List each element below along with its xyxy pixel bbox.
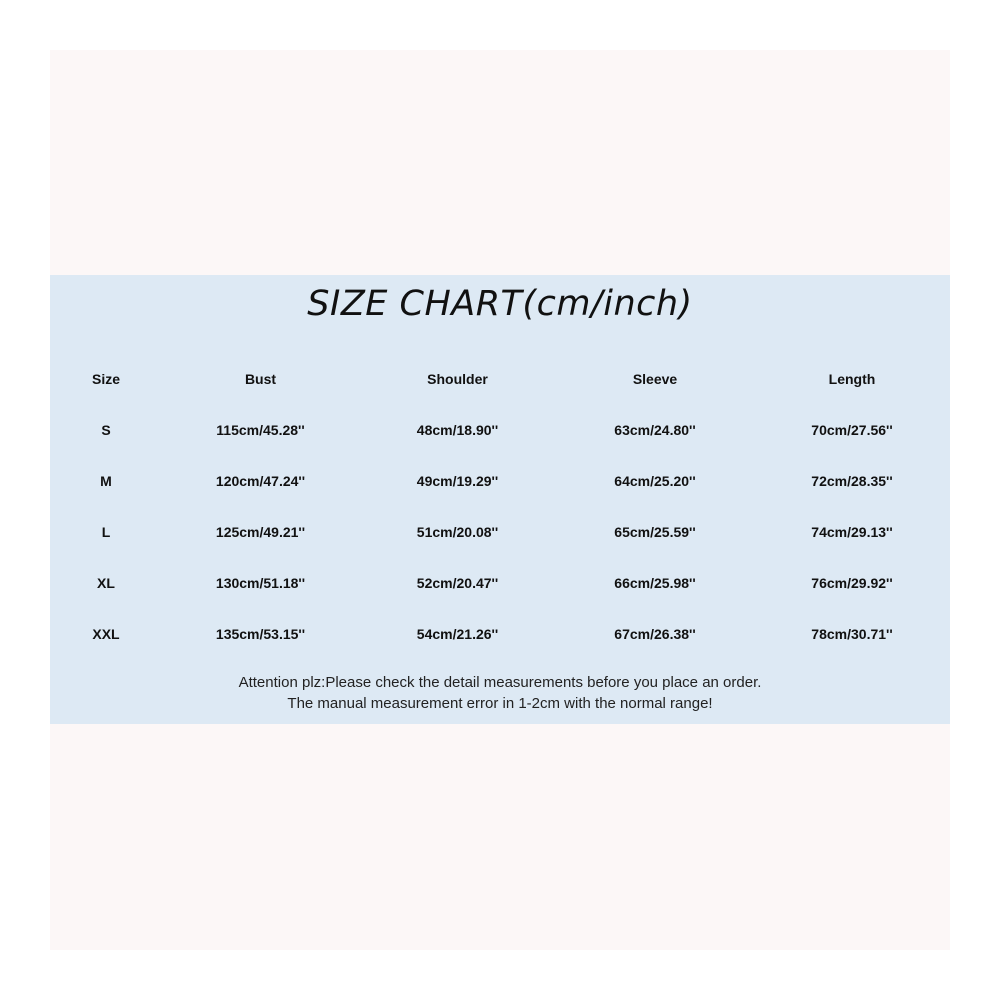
table-header-row [50, 353, 950, 404]
table-row [50, 557, 950, 608]
length-cell: 74cm/29.13'' [811, 523, 893, 540]
size-cell: M [100, 472, 112, 489]
note-line-2: The manual measurement error in 1-2cm with the normal range! [287, 695, 713, 712]
size-table [50, 353, 950, 659]
size-cell: L [101, 523, 111, 540]
shoulder-cell: 49cm/19.29'' [416, 472, 499, 489]
sleeve-cell: 66cm/25.98'' [614, 574, 696, 591]
header-sleeve: Sleeve [632, 370, 678, 387]
table-row [50, 455, 950, 506]
bust-cell: 120cm/47.24'' [215, 472, 306, 489]
bust-cell: 115cm/45.28'' [216, 421, 305, 438]
length-cell: 76cm/29.92'' [811, 574, 893, 591]
size-cell: XXL [92, 625, 120, 642]
bust-cell: 125cm/49.21'' [215, 523, 306, 540]
table-row [50, 506, 950, 557]
size-cell: S [101, 421, 111, 438]
sleeve-cell: 64cm/25.20'' [614, 472, 696, 489]
header-bust: Bust [244, 370, 277, 387]
sleeve-cell: 63cm/24.80'' [614, 421, 696, 438]
size-cell: XL [97, 574, 115, 591]
header-size: Size [91, 370, 120, 387]
bust-cell: 135cm/53.15'' [215, 625, 306, 642]
bust-cell: 130cm/51.18'' [215, 574, 306, 591]
length-cell: 78cm/30.71'' [811, 625, 893, 642]
shoulder-cell: 54cm/21.26'' [416, 625, 499, 642]
shoulder-cell: 52cm/20.47'' [416, 574, 499, 591]
header-shoulder: Shoulder [427, 370, 488, 387]
header-length: Length [828, 370, 876, 387]
sleeve-cell: 67cm/26.38'' [614, 625, 696, 642]
length-cell: 70cm/27.56'' [811, 421, 893, 438]
attention-note [0, 672, 1000, 714]
chart-title: SIZE CHART(cm/inch) [307, 284, 693, 324]
shoulder-cell: 51cm/20.08'' [416, 523, 499, 540]
length-cell: 72cm/28.35'' [811, 472, 893, 489]
note-line-1: Attention plz:Please check the detail measurements before you place an order. [238, 674, 762, 691]
table-row [50, 608, 950, 659]
table-row [50, 404, 950, 455]
shoulder-cell: 48cm/18.90'' [416, 421, 499, 438]
sleeve-cell: 65cm/25.59'' [614, 523, 696, 540]
